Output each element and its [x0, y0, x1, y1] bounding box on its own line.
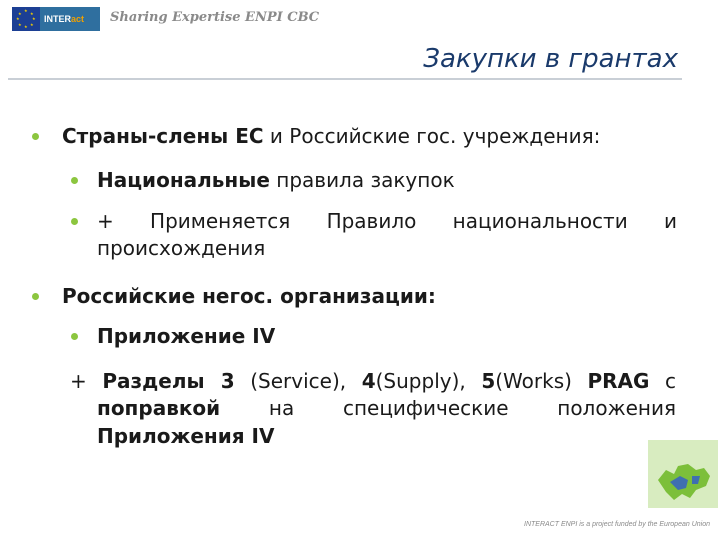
eu-flag-icon: ★ ★ ★ ★ ★ ★ ★ ★	[12, 7, 40, 31]
bullet-dot-icon	[71, 177, 78, 184]
bullet-national-rules: Национальные правила закупок	[97, 168, 455, 192]
bullet-dot-icon	[32, 133, 39, 140]
bullet-annex-iv: Приложение IV	[97, 324, 276, 348]
header-bar	[0, 0, 720, 40]
footer-credit: INTERACT ENPI is a project funded by the European Union	[524, 521, 710, 528]
europe-map-icon	[648, 440, 718, 508]
logo-wordmark: INTER act	[40, 7, 100, 31]
slide-title: Закупки в грантах	[423, 44, 678, 74]
bullet-eu-states: Страны-слены ЕС и Российские гос. учреждения:	[62, 124, 601, 148]
bullet-russian-ngo: Российские негос. организации:	[62, 284, 436, 308]
bullet-dot-icon	[32, 293, 39, 300]
tagline: Sharing Expertise ENPI CBC	[110, 10, 320, 25]
bullet-dot-icon	[71, 218, 78, 225]
bullet-origin-rule-line1: + Применяется Правило национальности и	[97, 209, 677, 233]
bullet-prag-line2: поправкой на специфические положения	[97, 396, 676, 420]
bullet-origin-rule-line2: происхождения	[97, 236, 266, 260]
bullet-prag-line3: Приложения IV	[97, 424, 275, 448]
bullet-dot-icon	[71, 333, 78, 340]
interact-logo	[12, 7, 100, 31]
bullet-prag-sections: + Разделы 3 (Service), 4(Supply), 5(Works) PRAG с	[70, 369, 677, 393]
title-divider	[8, 78, 682, 80]
